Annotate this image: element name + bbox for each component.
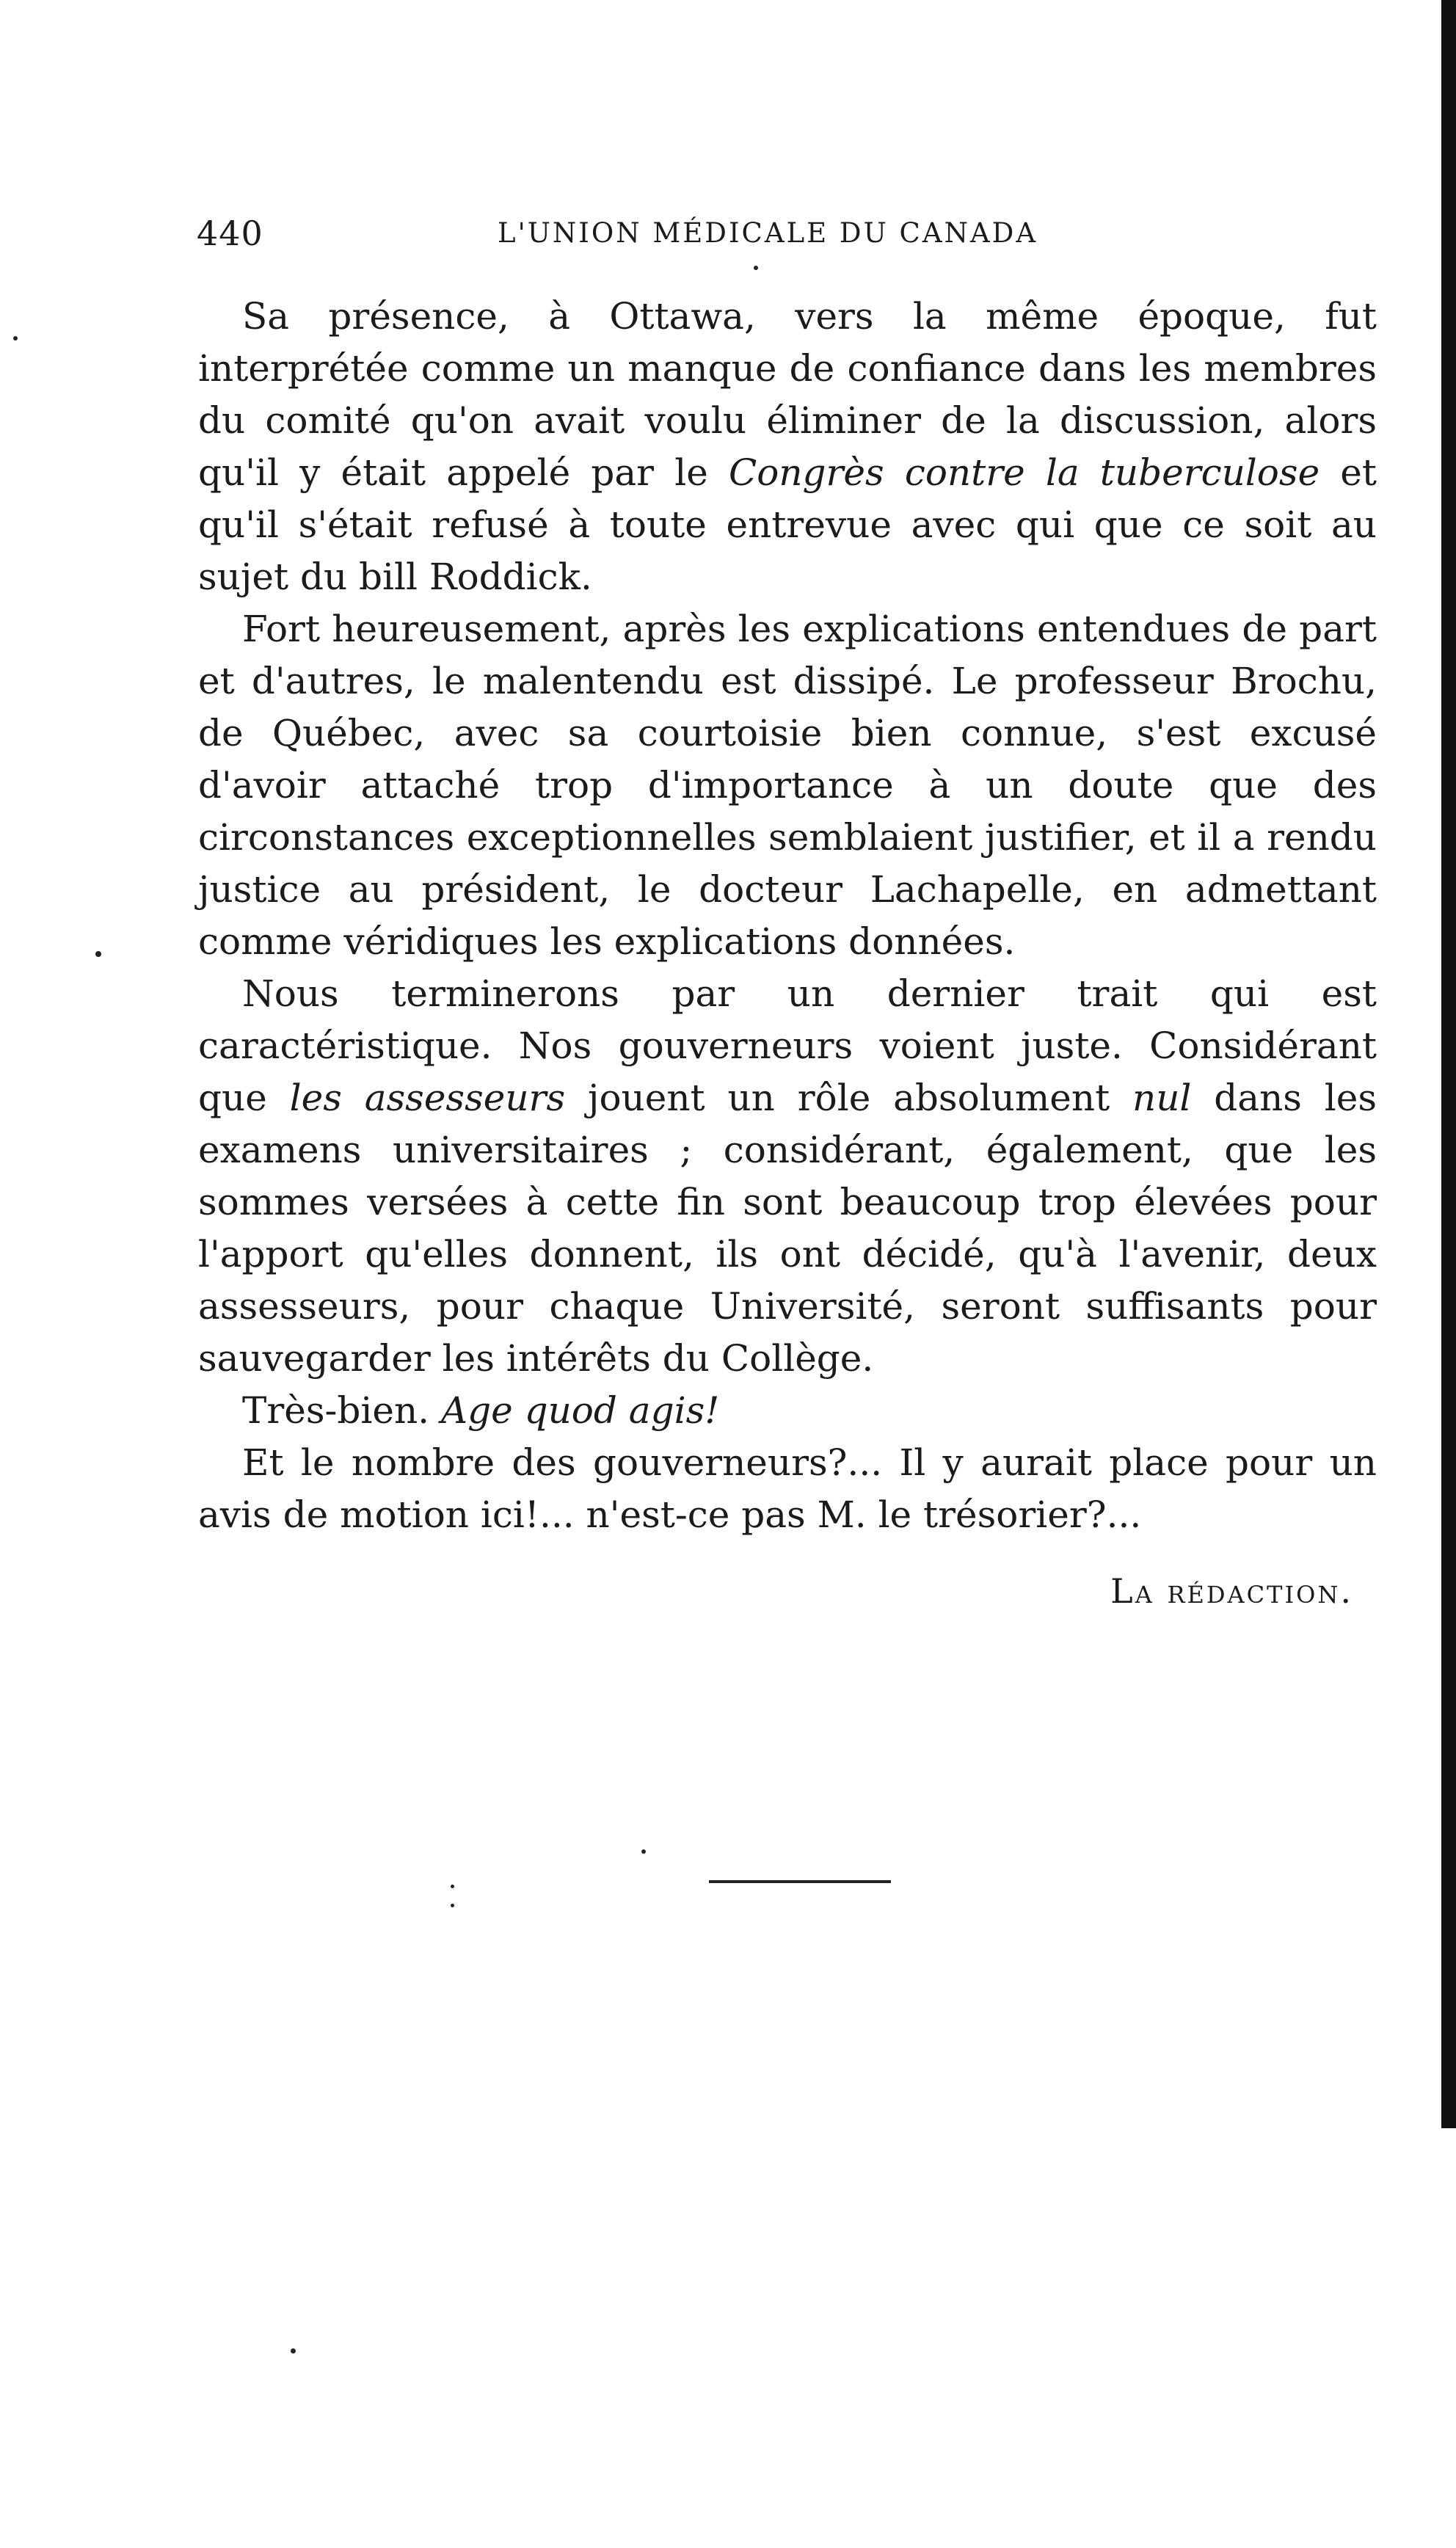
- paragraph-3: [198, 968, 1377, 1385]
- scan-speck: [451, 1904, 454, 1907]
- signature: La rédaction.: [1110, 1571, 1353, 1611]
- paragraph-text: et qu'il s'était refusé à toute entrevue avec qui que ce soit au sujet du bill Roddick.: [198, 451, 1377, 598]
- paragraph-text: Fort heureusement, après les explications entendues de part et d'autres, le malentendu est dissipé. Le professeur Brochu, de Québec, avec sa courtoisie bien connue, s'est excusé d'avoir attaché trop d'importance à un doute que des circonstances exceptionnelles semblaient justifier, et il a rendu justice au président, le docteur Lachapelle, en admettant comme véridiques les explications données.: [198, 608, 1377, 963]
- paragraph-1: [198, 291, 1377, 603]
- paragraph-text: Très-bien.: [242, 1389, 441, 1432]
- italic-phrase: les assesseurs: [289, 1077, 566, 1119]
- scan-speck: [13, 336, 18, 341]
- paragraph-text: Nous terminerons par un dernier trait qui est caractéristique. Nos gouverneurs voient juste. Considérant que: [198, 972, 1377, 1119]
- paragraph-text: Et le nombre des gouverneurs?... Il y aurait place pour un avis de motion ici!... n'est-ce pas M. le trésorier?...: [198, 1441, 1377, 1536]
- article-body: [198, 291, 1377, 1541]
- paragraph-text: jouent un rôle absolument: [565, 1077, 1133, 1119]
- page-number: 440: [197, 214, 263, 253]
- scan-speck: [451, 1885, 454, 1888]
- italic-phrase: Congrès contre la tuberculose: [728, 451, 1320, 494]
- italic-phrase: nul: [1132, 1077, 1192, 1119]
- paragraph-text: dans les examens universitaires ; considérant, également, que les sommes versées à cette fin sont beaucoup trop élevées pour l'apport qu'elles donnent, ils ont décidé, qu'à l'avenir, deux assesseurs, pour chaque Université, seront suffisants pour sauvegarder les intérêts du Collège.: [198, 1077, 1377, 1380]
- page-header: [197, 211, 1099, 255]
- paragraph-text: Sa présence, à Ottawa, vers la même époque, fut interprétée comme un manque de confiance dans les membres du comité qu'on avait voulu éliminer de la discussion, alors qu'il y était appelé par le: [198, 295, 1377, 494]
- italic-phrase: Age quod agis!: [440, 1389, 720, 1432]
- paragraph-5: [198, 1437, 1377, 1541]
- scan-speck: [641, 1849, 646, 1854]
- scan-speck: [291, 2348, 296, 2354]
- scan-speck: [95, 951, 101, 957]
- running-title: L'UNION MÉDICALE DU CANADA: [498, 217, 1038, 249]
- paragraph-2: [198, 603, 1377, 968]
- scan-margin-edge: [1441, 0, 1456, 2128]
- paragraph-4: [198, 1385, 1377, 1437]
- separator-rule: [709, 1880, 891, 1883]
- scan-speck: [754, 266, 758, 270]
